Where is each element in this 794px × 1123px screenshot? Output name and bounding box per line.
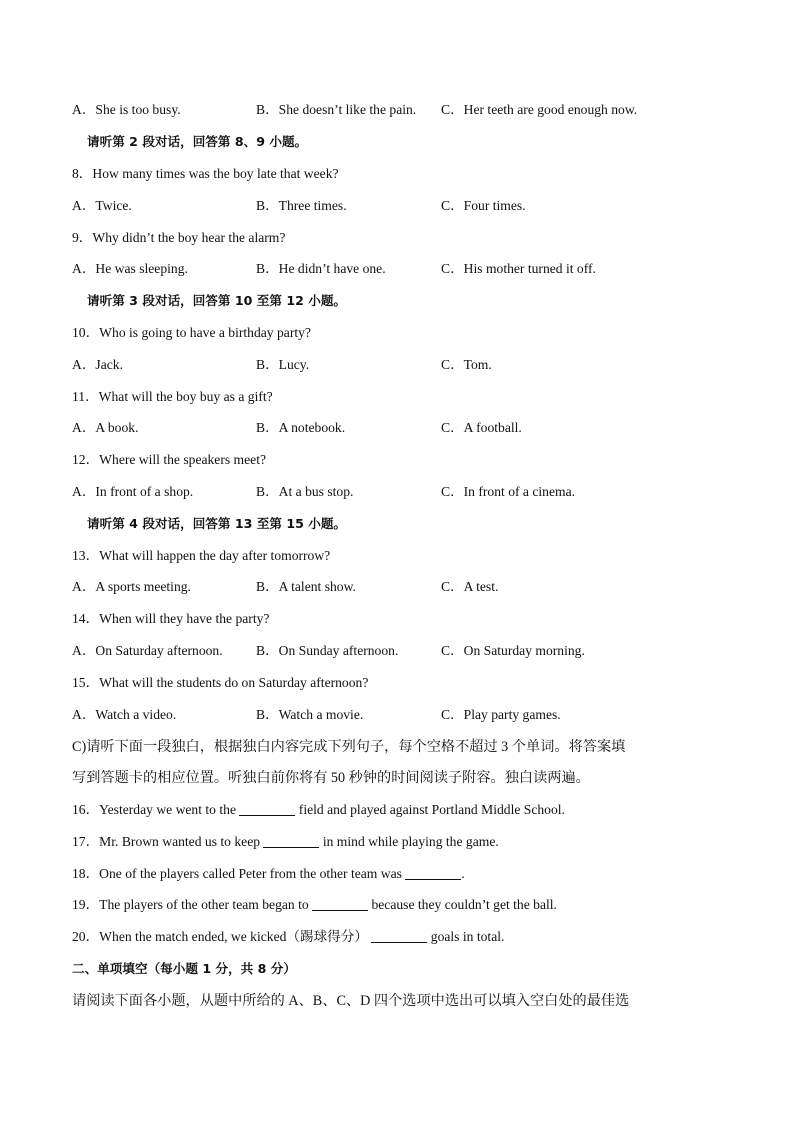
dialog-3-instruction: 请听第 3 段对话，回答第 10 至第 12 小题。 bbox=[87, 293, 347, 308]
q11-option-b: B．A notebook. bbox=[256, 420, 346, 435]
q18-text-before: 18．One of the players called Peter from the other team was bbox=[72, 866, 406, 881]
q13-stem: 13．What will happen the day after tomorrow? bbox=[72, 548, 331, 563]
q16-text-before: 16．Yesterday we went to the bbox=[72, 802, 240, 817]
q18 bbox=[72, 863, 754, 885]
q8-options bbox=[72, 195, 754, 217]
q17-text-after: in mind while playing the game. bbox=[319, 834, 499, 849]
q18-text-after: . bbox=[461, 866, 465, 881]
q15-options bbox=[72, 704, 754, 726]
q10-option-b: B．Lucy. bbox=[256, 357, 310, 372]
q17-text-before: 17．Mr. Brown wanted us to keep bbox=[72, 834, 264, 849]
q15-option-a: A．Watch a video. bbox=[72, 707, 177, 722]
q9-option-b: B．He didn’t have one. bbox=[256, 261, 386, 276]
q16-text-after: field and played against Portland Middle School. bbox=[295, 802, 565, 817]
q11-options bbox=[72, 417, 754, 439]
q10-option-a: A．Jack. bbox=[72, 357, 123, 372]
q14-option-c: C．On Saturday morning. bbox=[441, 643, 585, 658]
q12-option-c: C．In front of a cinema. bbox=[441, 484, 576, 499]
q19 bbox=[72, 894, 754, 916]
dialog-2-instruction: 请听第 2 段对话，回答第 8、9 小题。 bbox=[87, 134, 308, 149]
q16 bbox=[72, 799, 754, 821]
q10-option-c: C．Tom. bbox=[441, 357, 492, 372]
q8-stem: 8．How many times was the boy late that week? bbox=[72, 166, 339, 181]
q13-option-a: A．A sports meeting. bbox=[72, 579, 191, 594]
section-2-instruction: 请阅读下面各小题，从题中所给的 A、B、C、D 四个选项中选出可以填入空白处的最佳选 bbox=[72, 993, 630, 1009]
q15-option-c: C．Play party games. bbox=[441, 707, 561, 722]
q20 bbox=[72, 926, 754, 948]
part-c-instruction-line-1: C)请听下面一段独白，根据独白内容完成下列句子，每个空格不超过 3 个单词。将答案填 bbox=[72, 739, 626, 755]
q7-options bbox=[72, 99, 754, 121]
q13-options bbox=[72, 576, 754, 598]
q17 bbox=[72, 831, 754, 853]
q7-option-c: C．Her teeth are good enough now. bbox=[441, 102, 638, 117]
q10-options bbox=[72, 354, 754, 376]
q14-option-a: A．On Saturday afternoon. bbox=[72, 643, 223, 658]
q15-option-b: B．Watch a movie. bbox=[256, 707, 364, 722]
q19-answer-blank bbox=[312, 896, 368, 911]
q13-option-b: B．A talent show. bbox=[256, 579, 356, 594]
q17-answer-blank bbox=[263, 833, 319, 848]
q8-option-a: A．Twice. bbox=[72, 198, 132, 213]
q12-option-a: A．In front of a shop. bbox=[72, 484, 194, 499]
q12-option-b: B．At a bus stop. bbox=[256, 484, 354, 499]
q10-stem: 10．Who is going to have a birthday party? bbox=[72, 325, 311, 340]
q9-option-c: C．His mother turned it off. bbox=[441, 261, 596, 276]
q15-stem: 15．What will the students do on Saturday afternoon? bbox=[72, 675, 369, 690]
q14-option-b: B．On Sunday afternoon. bbox=[256, 643, 399, 658]
q9-stem: 9．Why didn’t the boy hear the alarm? bbox=[72, 230, 286, 245]
q18-answer-blank bbox=[405, 865, 461, 880]
q11-option-a: A．A book. bbox=[72, 420, 139, 435]
q12-stem: 12．Where will the speakers meet? bbox=[72, 452, 267, 467]
q7-option-b: B．She doesn’t like the pain. bbox=[256, 102, 417, 117]
dialog-4-instruction: 请听第 4 段对话，回答第 13 至第 15 小题。 bbox=[87, 516, 347, 531]
q19-text-before: 19．The players of the other team began to bbox=[72, 897, 313, 912]
q20-text-after: goals in total. bbox=[427, 929, 505, 944]
q13-option-c: C．A test. bbox=[441, 579, 499, 594]
q14-options bbox=[72, 640, 754, 662]
section-2-heading: 二、单项填空（每小题 1 分，共 8 分） bbox=[72, 961, 296, 976]
q12-options bbox=[72, 481, 754, 503]
q7-option-a: A．She is too busy. bbox=[72, 102, 181, 117]
q16-answer-blank bbox=[239, 801, 295, 816]
q9-options bbox=[72, 258, 754, 280]
q14-stem: 14．When will they have the party? bbox=[72, 611, 270, 626]
q9-option-a: A．He was sleeping. bbox=[72, 261, 188, 276]
part-c-instruction-line-2: 写到答题卡的相应位置。听独白前你将有 50 秒钟的时间阅读子附容。独白读两遍。 bbox=[72, 770, 590, 786]
q11-option-c: C．A football. bbox=[441, 420, 522, 435]
q19-text-after: because they couldn’t get the ball. bbox=[368, 897, 557, 912]
q20-answer-blank bbox=[371, 928, 427, 943]
q11-stem: 11．What will the boy buy as a gift? bbox=[72, 389, 273, 404]
q20-text-before: 20．When the match ended, we kicked（踢球得分） bbox=[72, 929, 372, 944]
q8-option-c: C．Four times. bbox=[441, 198, 526, 213]
q8-option-b: B．Three times. bbox=[256, 198, 347, 213]
